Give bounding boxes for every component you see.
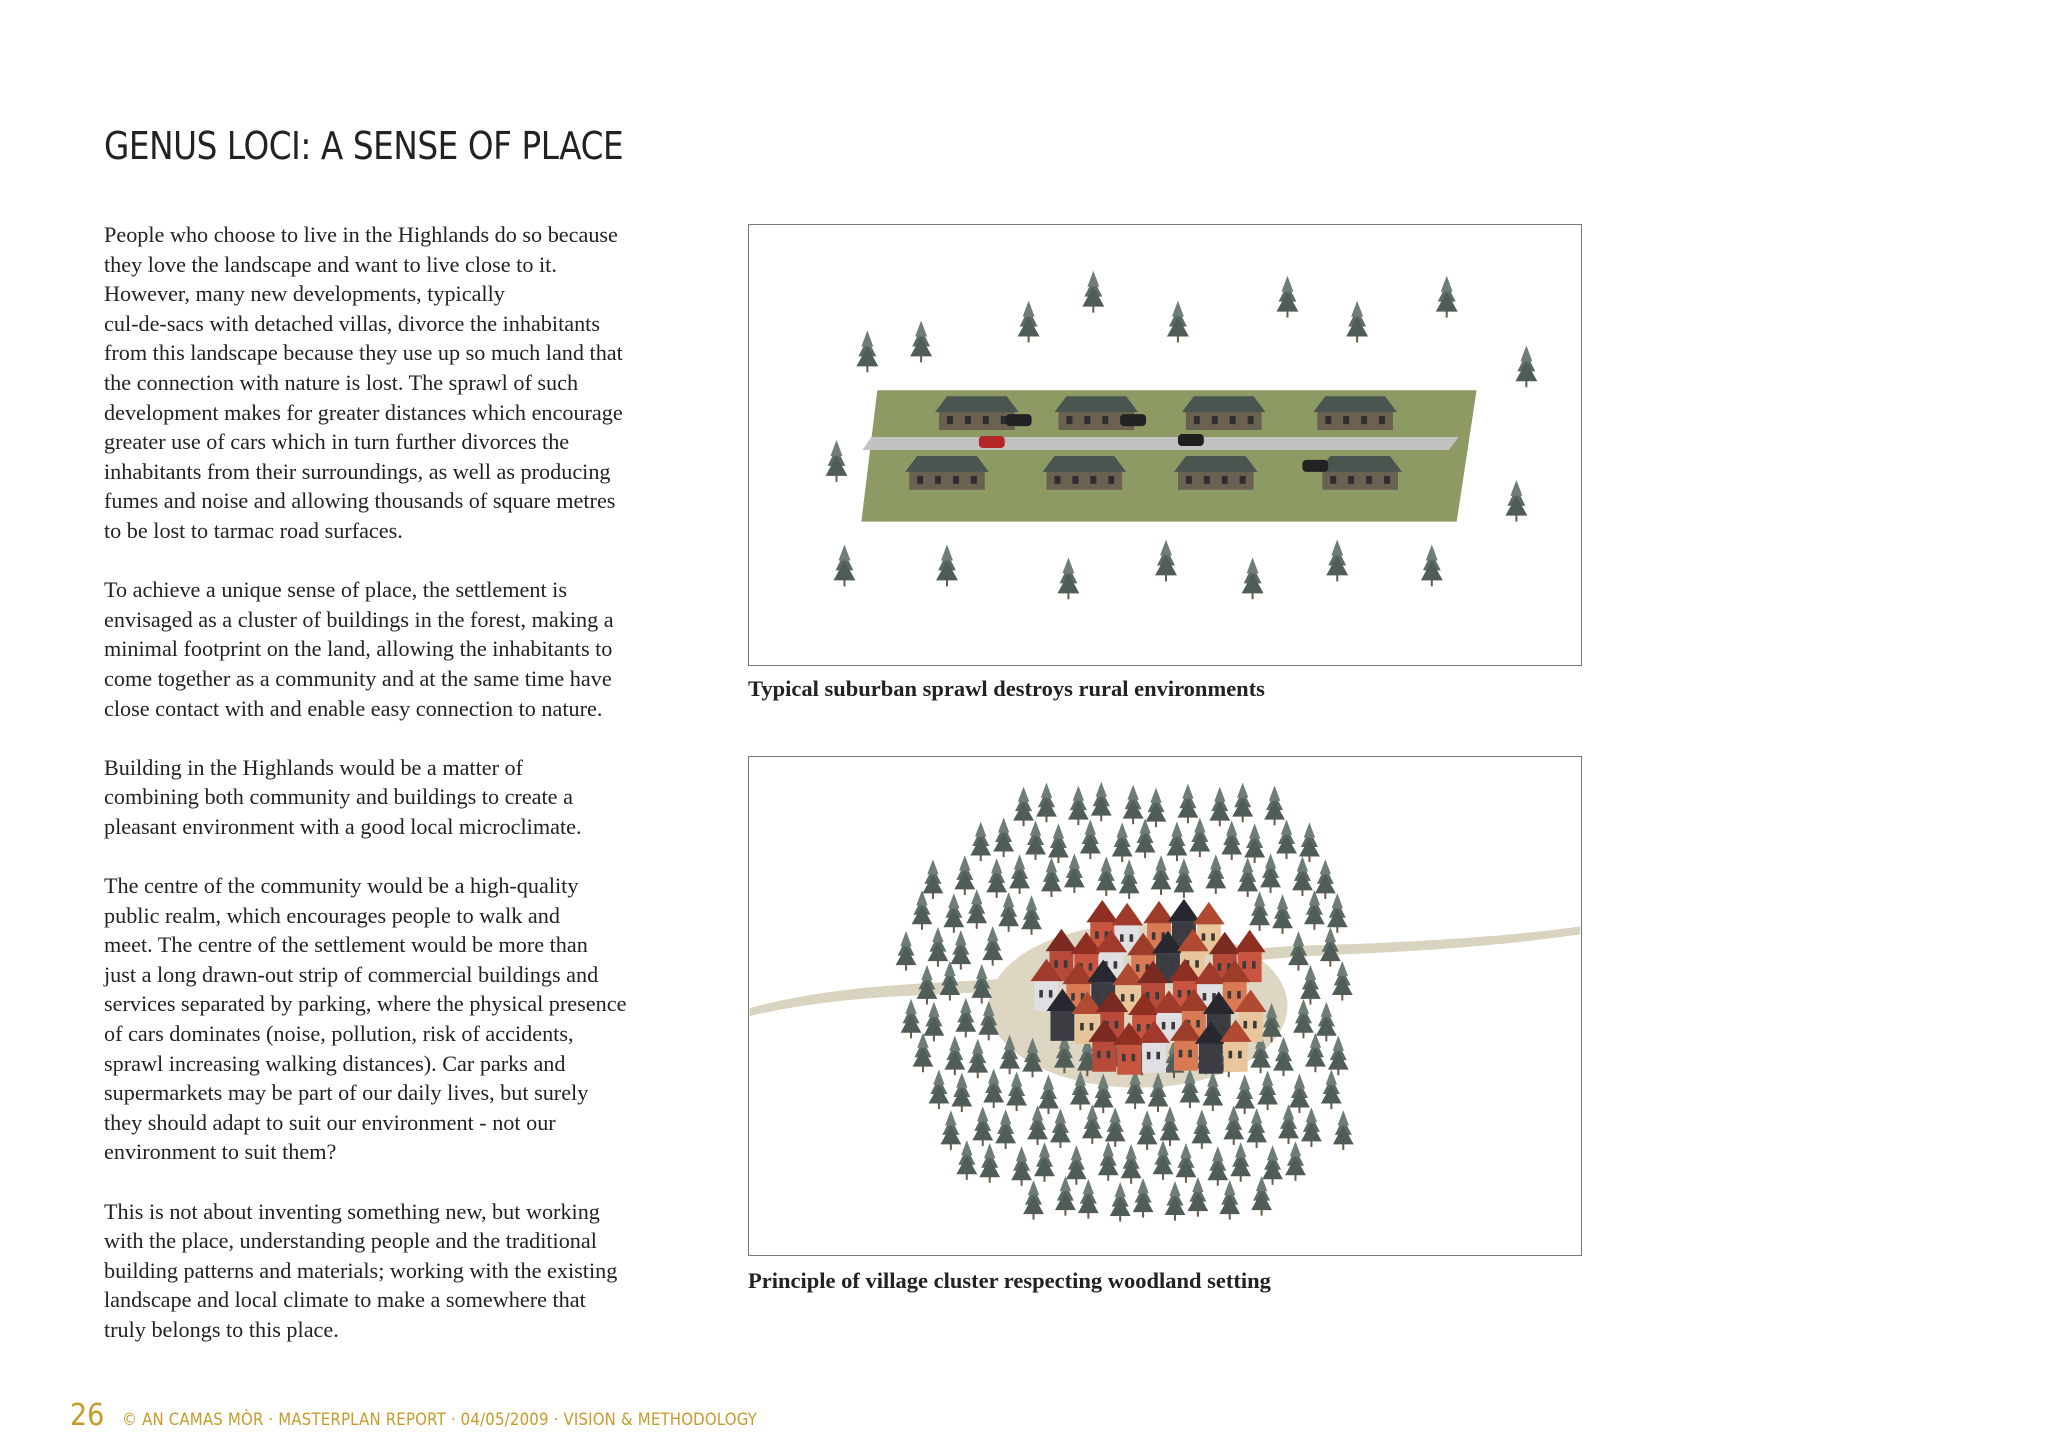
tree-icon — [1221, 820, 1242, 860]
tree-icon — [1301, 1107, 1322, 1147]
tree-icon — [995, 1109, 1016, 1149]
car-icon — [1302, 460, 1328, 472]
tree-icon — [967, 1039, 988, 1079]
tree-icon — [1050, 1108, 1071, 1148]
tree-icon — [1174, 858, 1195, 898]
tree-icon — [1260, 853, 1281, 893]
tree-icon — [939, 961, 960, 1001]
tree-icon — [1110, 1182, 1131, 1222]
bungalow-icon — [1318, 456, 1402, 490]
bungalow-icon — [1313, 396, 1397, 430]
tree-icon — [1262, 1145, 1283, 1185]
tree-icon — [1299, 822, 1320, 862]
tree-icon — [1013, 787, 1034, 827]
tree-icon — [1273, 1037, 1294, 1077]
tree-icon — [1316, 1002, 1337, 1042]
tree-icon — [1064, 853, 1085, 893]
car-icon — [1006, 414, 1032, 426]
tree-icon — [1023, 1180, 1044, 1220]
tree-icon — [1155, 540, 1177, 582]
tree-icon — [1082, 271, 1104, 313]
tree-icon — [1137, 1110, 1158, 1150]
tree-icon — [913, 1033, 934, 1073]
body-text — [104, 220, 704, 1374]
tree-icon — [1232, 783, 1253, 823]
tree-icon — [1027, 1105, 1048, 1145]
tree-icon — [1078, 1179, 1099, 1219]
car-icon — [1178, 434, 1204, 446]
bungalow-icon — [1174, 456, 1258, 490]
tree-icon — [1121, 1144, 1142, 1184]
tree-icon — [951, 1072, 972, 1112]
suburban-sprawl-illustration — [748, 224, 1582, 666]
tree-icon — [1082, 1104, 1103, 1144]
tree-icon — [1436, 276, 1458, 318]
tree-icon — [1025, 820, 1046, 860]
tree-icon — [955, 998, 976, 1038]
tree-icon — [923, 859, 944, 899]
tree-icon — [954, 855, 975, 895]
tree-icon — [1278, 1104, 1299, 1144]
tree-icon — [1038, 1074, 1059, 1114]
tree-icon — [928, 1069, 949, 1109]
tree-icon — [1223, 1105, 1244, 1145]
tree-icon — [1021, 895, 1042, 935]
tree-icon — [1048, 823, 1069, 863]
tree-icon — [1112, 822, 1133, 862]
tree-icon — [1189, 817, 1210, 857]
tree-icon — [1515, 345, 1537, 387]
paragraph-3: Building in the Highlands would be a matter of combining both community and buildings to create a pleasant environment with a good local microclimate. — [104, 754, 582, 839]
tree-icon — [1257, 1070, 1278, 1110]
tree-icon — [1187, 1177, 1208, 1217]
tree-icon — [1091, 782, 1112, 822]
paragraph-1: People who choose to live in the Highlands do so because they love the landscape and want to live close to it. However, many new developments, typically cul-de-sacs with detached villas, divorce the inhabitants from this landscape because they use up so much land that the connection with nature is lost. The sprawl of such development makes for greater distances which encourage greater use of cars which in turn further divorces the inhabitants from their surroundings, as well as producing fumes and noise and allowing thousands of square metres to be lost to tarmac road surfaces. — [104, 222, 623, 543]
paragraph-5: This is not about inventing something new, but working with the place, understanding people and the traditional building patterns and materials; working with the existing landscape and local climate to make a somewhere that truly belongs to this place. — [104, 1198, 618, 1342]
tree-icon — [1098, 1141, 1119, 1181]
tree-icon — [1018, 301, 1040, 343]
tree-icon — [993, 817, 1014, 857]
tree-icon — [1011, 1146, 1032, 1186]
tree-icon — [1327, 893, 1348, 933]
tree-icon — [1305, 1033, 1326, 1073]
tree-icon — [936, 545, 958, 587]
tree-icon — [1205, 854, 1226, 894]
tree-icon — [1151, 855, 1172, 895]
tree-icon — [1177, 784, 1198, 824]
tree-icon — [1300, 965, 1321, 1005]
tree-icon — [998, 892, 1019, 932]
paragraph-2: To achieve a unique sense of place, the settlement is envisaged as a cluster of buildings in the forest, making a minimal footprint on the land, allowing the inhabitants to come together as a community and at the same time have close contact with and enable easy connection to nature. — [104, 577, 614, 721]
village-cluster-drawing — [749, 757, 1581, 1255]
tree-icon — [1006, 1071, 1027, 1111]
tree-icon — [1249, 891, 1270, 931]
tree-icon — [1066, 1145, 1087, 1185]
tree-icon — [1242, 557, 1264, 599]
tree-icon — [1096, 856, 1117, 896]
tree-icon — [1505, 480, 1527, 522]
tree-icon — [1285, 1141, 1306, 1181]
road — [862, 437, 1458, 450]
car-icon — [1120, 414, 1146, 426]
tree-icon — [1165, 1181, 1186, 1221]
tree-icon — [1105, 1107, 1126, 1147]
bungalow-icon — [905, 456, 989, 490]
tree-icon — [1246, 1108, 1267, 1148]
tree-icon — [1057, 557, 1079, 599]
tree-icon — [972, 1106, 993, 1146]
tree-icon — [1041, 857, 1062, 897]
tree-icon — [1176, 1143, 1197, 1183]
tree-icon — [826, 440, 848, 482]
tree-icon — [1146, 788, 1167, 828]
tree-icon — [1234, 1074, 1255, 1114]
tree-icon — [1315, 859, 1336, 899]
tree-icon — [982, 926, 1003, 966]
tree-icon — [1055, 1176, 1076, 1216]
tree-icon — [1080, 819, 1101, 859]
tree-icon — [1219, 1180, 1240, 1220]
tree-icon — [910, 321, 932, 363]
tree-icon — [1133, 1178, 1154, 1218]
tree-icon — [1068, 786, 1089, 826]
paragraph-4: The centre of the community would be a high-quality public realm, which encourages people to walk and meet. The centre of the settlement would be more than just a long drawn-out strip of commercial buildings and services separated by parking, where the physical presence of cars dominates (noise, pollution, risk of accidents, sprawl increasing walking distances). Car parks and supermarkets may be part of our daily lives, but surely they should adapt to suit our environment - not our environment to suit them? — [104, 873, 627, 1165]
tree-icon — [1292, 856, 1313, 896]
tree-icon — [1034, 1142, 1055, 1182]
bungalow-icon — [1043, 456, 1127, 490]
page-number: 26 — [70, 1398, 105, 1433]
tree-icon — [1119, 859, 1140, 899]
tree-icon — [1251, 1176, 1272, 1216]
tree-icon — [896, 931, 917, 971]
tree-icon — [970, 821, 991, 861]
suburban-sprawl-drawing — [749, 225, 1581, 665]
tree-icon — [1244, 823, 1265, 863]
tree-icon — [1421, 545, 1443, 587]
tree-icon — [1009, 854, 1030, 894]
tree-icon — [834, 545, 856, 587]
tree-icon — [983, 1068, 1004, 1108]
tree-icon — [1272, 894, 1293, 934]
tree-icon — [1293, 999, 1314, 1039]
tree-icon — [901, 999, 922, 1039]
bungalow-icon — [1182, 396, 1266, 430]
bungalow-icon — [935, 396, 1019, 430]
tree-icon — [1153, 1140, 1174, 1180]
tree-icon — [1289, 1073, 1310, 1113]
tree-icon — [1209, 787, 1230, 827]
tree-icon — [1135, 818, 1156, 858]
tree-icon — [1332, 961, 1353, 1001]
cluster-caption: Principle of village cluster respecting woodland setting — [748, 1268, 1271, 1293]
tree-icon — [1264, 786, 1285, 826]
tree-icon — [944, 1036, 965, 1076]
tree-icon — [1237, 857, 1258, 897]
tree-icon — [1276, 819, 1297, 859]
tree-icon — [1328, 1036, 1349, 1076]
sprawl-caption: Typical suburban sprawl destroys rural environments — [748, 676, 1265, 701]
footer-text: © AN CAMAS MÒR · MASTERPLAN REPORT · 04/05/2009 · VISION & METHODOLOGY — [122, 1410, 758, 1430]
tree-icon — [1123, 785, 1144, 825]
tree-icon — [928, 927, 949, 967]
tree-icon — [966, 889, 987, 929]
village-cluster-illustration — [748, 756, 1582, 1256]
tree-icon — [1167, 301, 1189, 343]
tree-icon — [1333, 1110, 1354, 1150]
tree-icon — [950, 930, 971, 970]
tree-icon — [1346, 301, 1368, 343]
tree-icon — [1167, 821, 1188, 861]
tree-icon — [956, 1140, 977, 1180]
tree-icon — [943, 893, 964, 933]
tree-icon — [912, 890, 933, 930]
tree-icon — [924, 1002, 945, 1042]
tree-icon — [856, 331, 878, 373]
tree-icon — [986, 858, 1007, 898]
tree-icon — [1036, 783, 1057, 823]
page-title: GENUS LOCI: A SENSE OF PLACE — [104, 124, 624, 168]
tree-icon — [1230, 1142, 1251, 1182]
tree-icon — [1160, 1106, 1181, 1146]
tree-icon — [1304, 890, 1325, 930]
tree-icon — [1326, 540, 1348, 582]
car-icon — [979, 436, 1005, 448]
tree-icon — [1276, 276, 1298, 318]
tree-icon — [1321, 1069, 1342, 1109]
tree-icon — [1191, 1109, 1212, 1149]
tree-icon — [1207, 1146, 1228, 1186]
tree-icon — [940, 1110, 961, 1150]
tree-icon — [979, 1143, 1000, 1183]
